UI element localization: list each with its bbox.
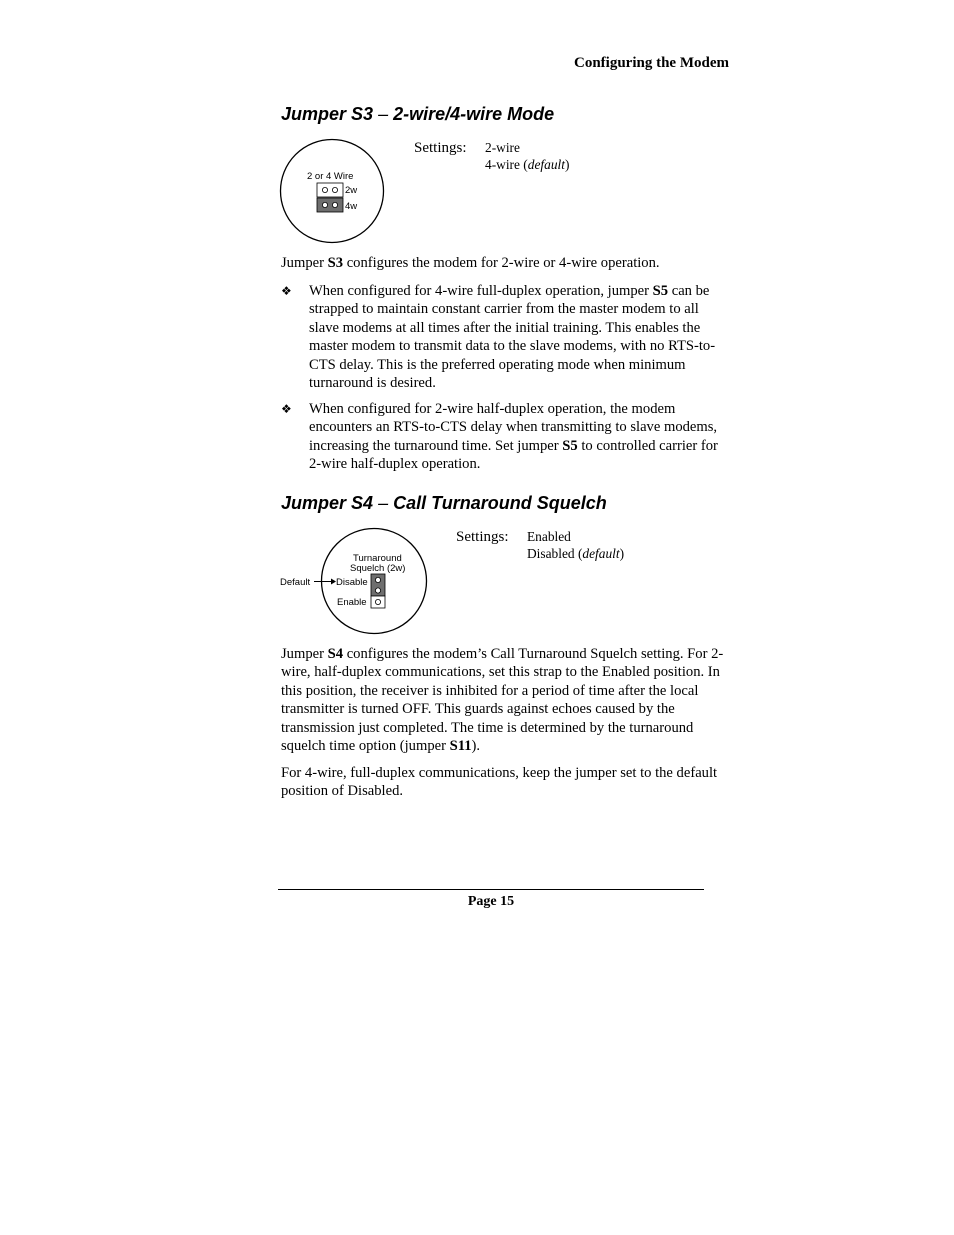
page-number: Page 15 (467, 894, 515, 909)
jumper-ref: S11 (449, 738, 472, 755)
pin-icon (322, 187, 327, 192)
jumper-ref: S3 (327, 255, 344, 271)
settings-label-s4: Settings: (456, 529, 509, 545)
diagram-s4-label-disable: Disable (336, 577, 368, 588)
s4-paragraph-2wire (281, 645, 731, 755)
s3-intro-paragraph (281, 254, 731, 272)
jumper-s4-diagram (279, 527, 431, 637)
pin-icon (332, 202, 337, 207)
diamond-bullet-icon: ❖ (281, 402, 292, 416)
setting-paren-close: ) (564, 157, 570, 172)
setting-option-disabled (527, 545, 624, 562)
jumper-ref: S5 (562, 437, 578, 454)
setting-option-text: Disabled (527, 546, 578, 561)
text-run: When configured for 2-wire half-duplex operation, the modem encounters an RTS-to-CTS delay when transmitting to slave modems, increasing the turnaround time. Set jumper (309, 401, 718, 454)
pin-icon (375, 588, 380, 593)
jumper-ref: S4 (327, 646, 344, 662)
text-run: ). (471, 738, 481, 755)
jumper-ref: S5 (652, 283, 669, 299)
pin-icon (375, 577, 380, 582)
setting-paren-close: ) (619, 546, 625, 561)
diagram-s4-caption-line1: Turnaround (353, 553, 402, 564)
text-run: to controlled carrier for 2-wire half-duplex operation. (309, 437, 718, 473)
diagram-s4-label-enable: Enable (337, 597, 367, 608)
diagram-s3-label-4w: 4w (345, 201, 358, 212)
section-heading-s3 (281, 104, 554, 125)
heading-s4-suffix: Call Turnaround Squelch (393, 493, 607, 513)
setting-option-enabled (527, 528, 624, 545)
setting-option-4wire (485, 156, 569, 173)
s3-bullet-2wire (281, 400, 731, 474)
settings-values-s4 (527, 528, 624, 562)
setting-option-text: 4-wire (485, 157, 524, 172)
pin-icon (375, 599, 380, 604)
bullet-text (309, 400, 731, 474)
heading-s4-dash: – (378, 493, 389, 513)
settings-label-s3: Settings: (414, 140, 467, 156)
heading-s3-dash: – (378, 104, 389, 124)
jumper-s3-upper-pins (317, 183, 343, 197)
running-header: Configuring the Modem (574, 55, 729, 71)
s4-paragraph-4wire: For 4-wire, full-duplex communications, keep the jumper set to the default position of Disabled. (281, 765, 718, 800)
text-run: Jumper (281, 255, 328, 271)
setting-default-marker: default (582, 546, 620, 561)
setting-option-text: Enabled (527, 529, 571, 544)
text-run: Jumper (281, 646, 328, 662)
settings-values-s3 (485, 139, 569, 173)
diagram-s4-default-label: Default (280, 577, 311, 588)
text-run: When configured for 4-wire full-duplex operation, jumper (309, 283, 653, 299)
text-run: configures the modem for 2-wire or 4-wire operation. (343, 255, 660, 271)
text-run: configures the modem’s Call Turnaround Squelch setting. For 2-wire, half-duplex communications, set this strap to the Enabled position. In this position, the receiver is inhibited for a period of time after the local transmitter is turned OFF. This guards against echoes caused by the transmission just completed. The time is determined by the turnaround squelch time option (jumper (281, 646, 724, 755)
jumper-s3-shunt-4w (317, 198, 343, 212)
pin-icon (332, 187, 337, 192)
s3-bullet-4wire (281, 282, 731, 392)
section-heading-s4 (281, 493, 607, 514)
heading-s3-prefix: Jumper S3 (281, 104, 374, 124)
setting-default-marker: default (527, 157, 565, 172)
diamond-bullet-icon: ❖ (281, 284, 292, 298)
heading-s3-suffix: 2-wire/4-wire Mode (393, 104, 555, 124)
setting-option-text: 2-wire (485, 140, 520, 155)
setting-option-2wire (485, 139, 569, 156)
text-run: can be strapped to maintain constant carrier from the master modem to all slave modems at all times after the initial training. This enables the master modem to transmit data to the slave modems, with no RTS-to-CTS delay. This is the preferred operating mode when minimum turnaround is desired. (309, 283, 716, 392)
jumper-s3-diagram (279, 138, 389, 246)
diagram-s3-caption: 2 or 4 Wire (307, 171, 354, 182)
footer-rule (278, 889, 704, 890)
setting-paren-open: ( (577, 546, 583, 561)
heading-s4-prefix: Jumper S4 (281, 493, 374, 513)
diagram-s3-label-2w: 2w (345, 185, 358, 196)
bullet-text (309, 282, 731, 392)
diagram-s4-caption-line2: Squelch (2w) (350, 563, 406, 574)
pin-icon (322, 202, 327, 207)
setting-paren-open: ( (523, 157, 528, 172)
